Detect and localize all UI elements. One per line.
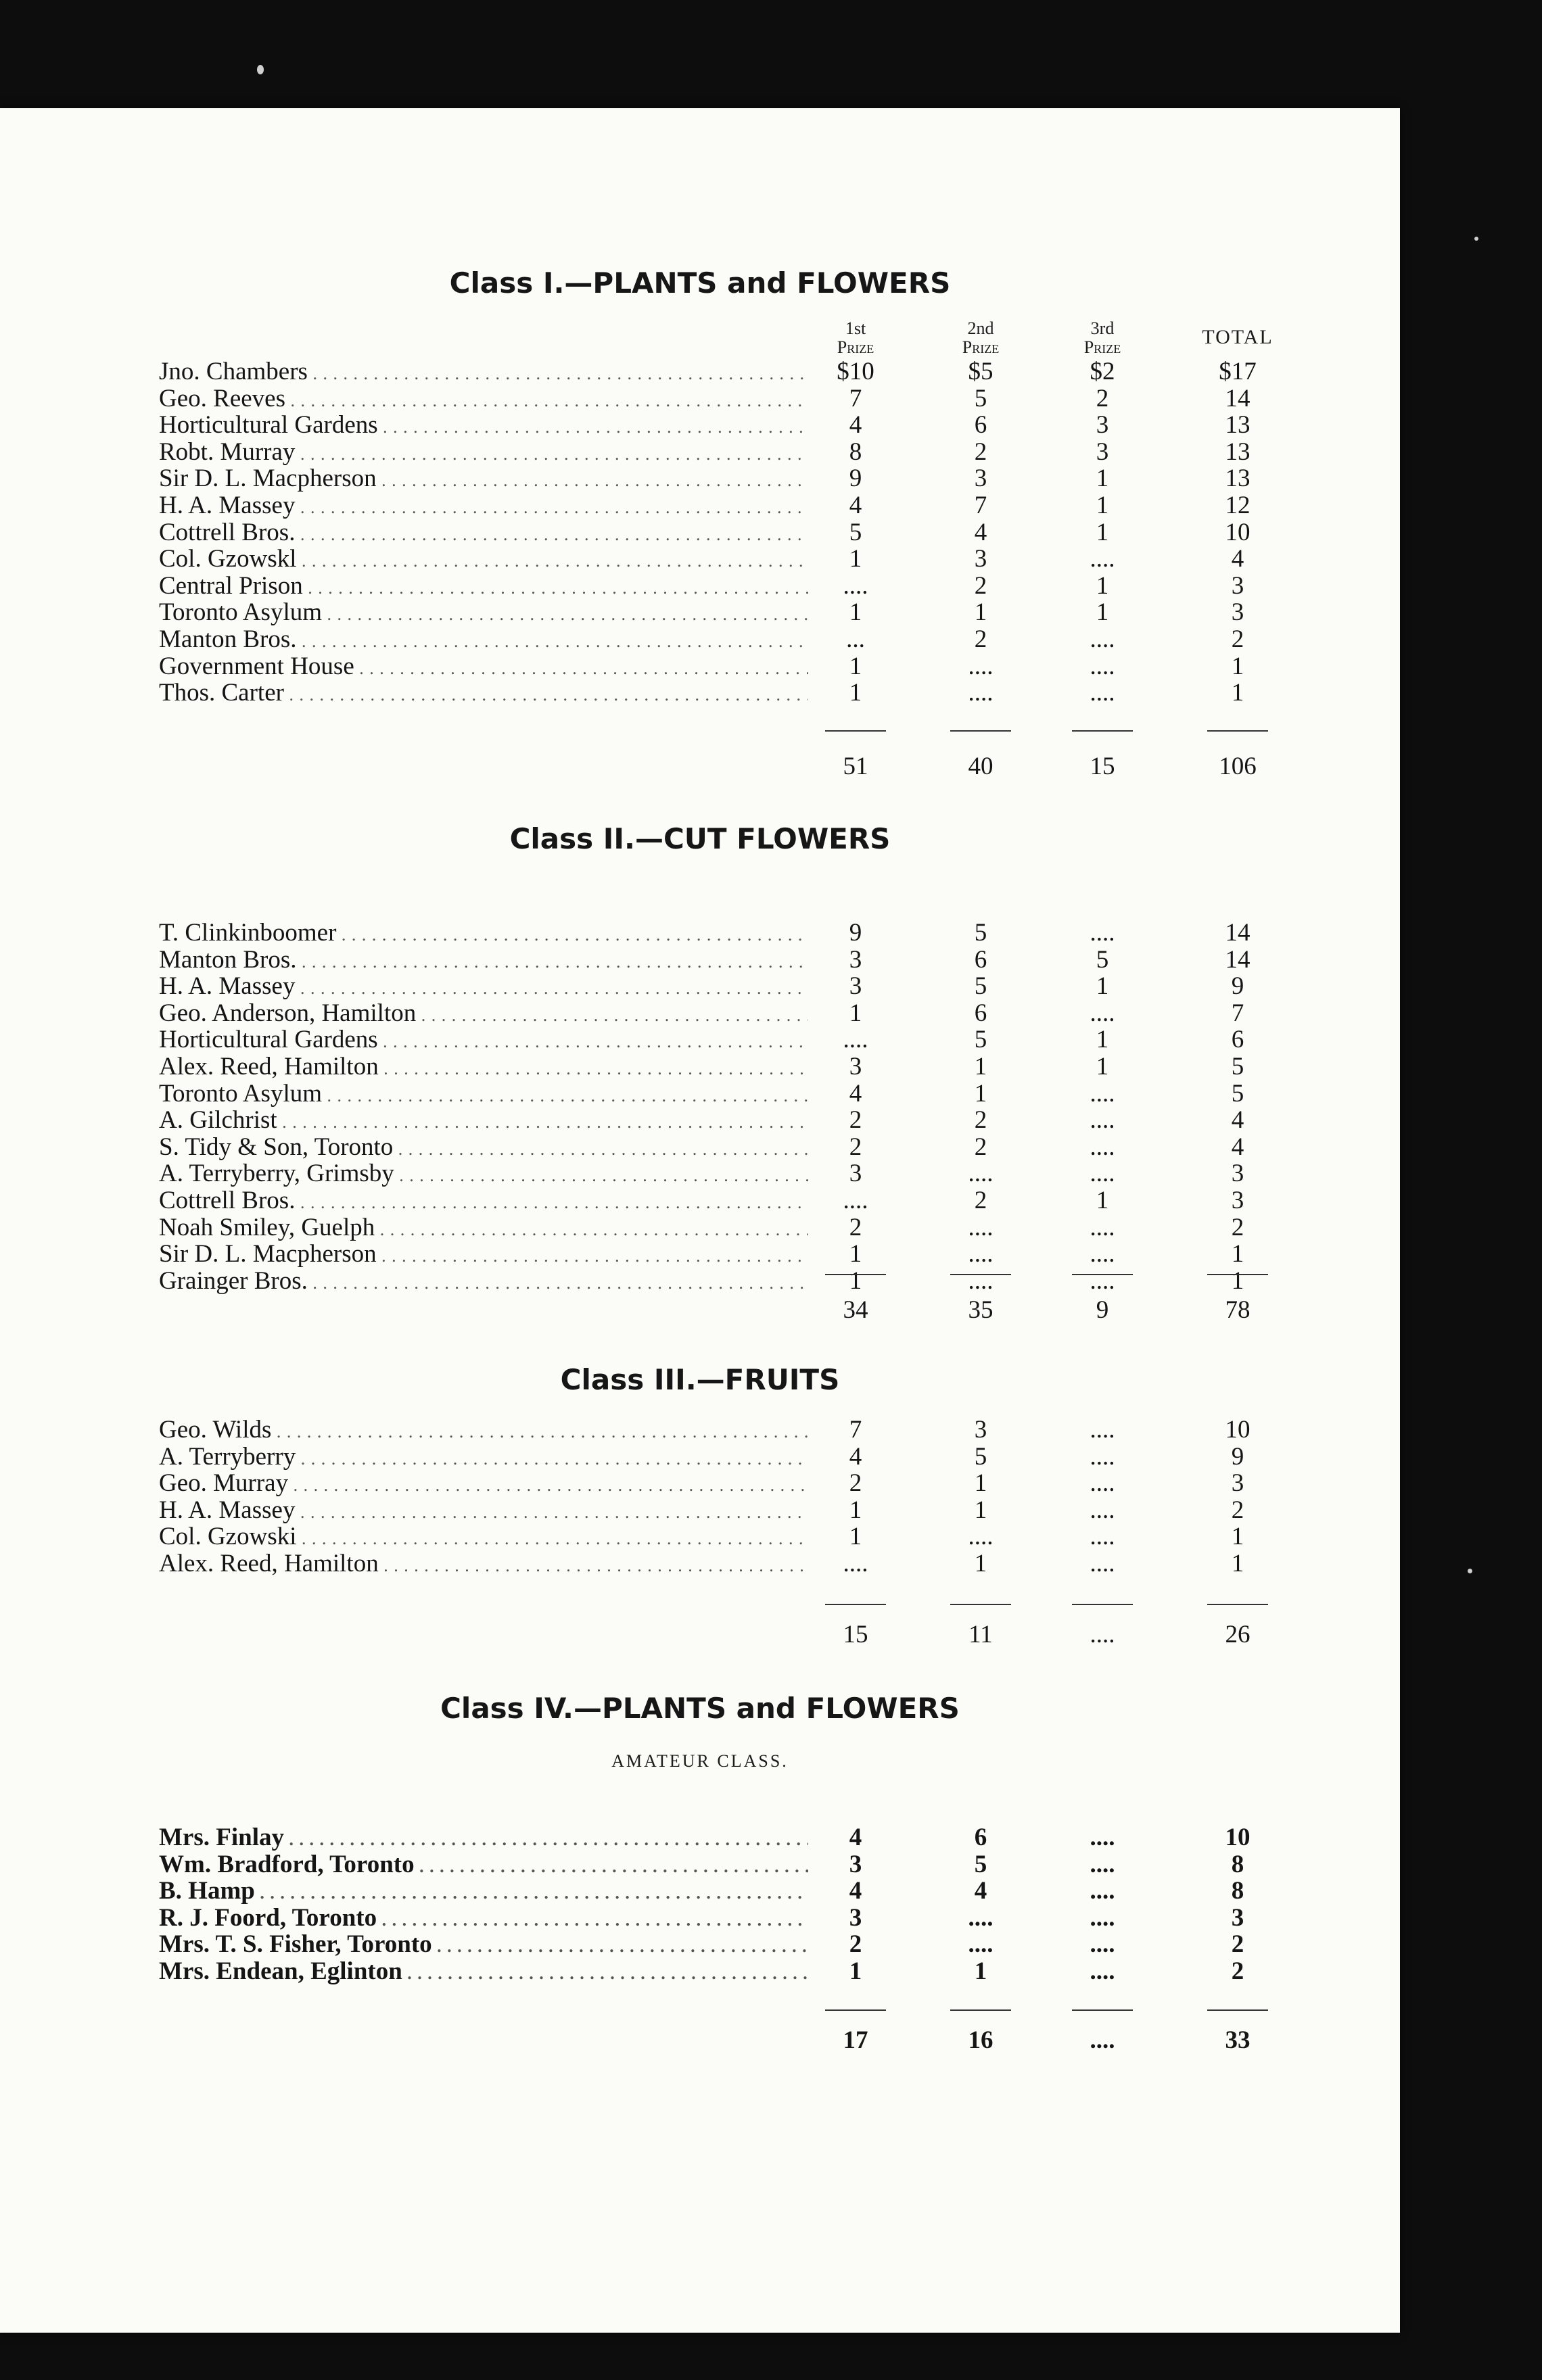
table-row: [0, 1497, 1400, 1524]
column-header-second-prize: [933, 319, 1028, 357]
first-prize-cell: 4: [849, 411, 862, 439]
second-prize-header-bottom: Prize: [962, 337, 1000, 357]
third-prize-cell: ....: [1090, 1469, 1115, 1498]
class-4-subheading-wrap: [0, 1751, 1400, 1771]
total-cell: 13: [1225, 437, 1251, 466]
second-prize-cell: $5: [968, 358, 994, 385]
exhibitor-name: Alex. Reed, Hamilton . . .: [159, 1550, 808, 1579]
total-cell: 1: [1231, 1240, 1244, 1268]
sum-rule: [1207, 730, 1268, 732]
third-prize-cell: ....: [1090, 1824, 1115, 1851]
first-prize-cell: 4: [849, 1079, 862, 1108]
table-row: [0, 1417, 1400, 1444]
third-prize-cell: ....: [1090, 1957, 1115, 1985]
first-prize-cell: 3: [849, 945, 862, 974]
second-prize-cell: 1: [974, 1550, 987, 1577]
sum-rule: [825, 2009, 886, 2011]
exhibitor-name: Mrs. T. S. Fisher, Toronto . . .: [159, 1931, 808, 1960]
first-prize-cell: 3: [849, 1850, 862, 1878]
sum-rule: [950, 2009, 1011, 2011]
third-prize-cell: 1: [1096, 492, 1109, 519]
third-prize-cell: ....: [1090, 1213, 1115, 1241]
sum-rule: [950, 1604, 1011, 1605]
third-prize-cell: ....: [1090, 1442, 1115, 1471]
total-cell: 3: [1231, 1903, 1244, 1932]
table-row: [0, 973, 1400, 1000]
sum-rule: [950, 1274, 1011, 1275]
first-prize-cell: $10: [837, 358, 874, 385]
sum-rule: [825, 1274, 886, 1275]
first-prize-cell: 4: [849, 1877, 862, 1905]
table-row: [0, 546, 1400, 573]
class-4-heading: Class IV.—PLANTS and FLOWERS: [440, 1692, 960, 1725]
second-prize-cell: ....: [968, 652, 994, 680]
exhibitor-name: Col. Gzowskl . . .: [159, 546, 808, 575]
total-cell: 5: [1231, 1053, 1244, 1080]
second-prize-cell: ....: [968, 1930, 994, 1959]
second-prize-cell: 1: [974, 1469, 987, 1498]
second-prize-cell: 6: [974, 945, 987, 974]
third-prize-cell: ....: [1090, 999, 1115, 1027]
first-prize-total: 51: [843, 753, 868, 780]
third-prize-cell: ....: [1090, 625, 1115, 653]
total-cell: 2: [1231, 1957, 1244, 1985]
total-cell: 7: [1231, 999, 1244, 1027]
second-prize-cell: 1: [974, 598, 987, 627]
scan-speck: [1468, 1569, 1472, 1573]
first-prize-cell: 2: [849, 1469, 862, 1498]
total-cell: 8: [1231, 1877, 1244, 1905]
second-prize-cell: 2: [974, 1133, 987, 1161]
second-prize-total: 11: [968, 1621, 993, 1648]
total-cell: 8: [1231, 1850, 1244, 1878]
first-prize-cell: 7: [849, 1416, 862, 1444]
third-prize-cell: 1: [1096, 1187, 1109, 1214]
exhibitor-name: Mrs. Endean, Eglinton . . .: [159, 1958, 808, 1987]
first-prize-cell: 2: [849, 1133, 862, 1161]
first-prize-cell: 1: [849, 1496, 862, 1524]
first-prize-total: 15: [843, 1621, 868, 1648]
table-row: [0, 626, 1400, 653]
second-prize-header-top: 2nd: [967, 318, 994, 338]
first-prize-cell: 3: [849, 1053, 862, 1080]
exhibitor-name: Grainger Bros. . . .: [159, 1268, 808, 1297]
total-cell: 12: [1225, 492, 1251, 519]
total-cell: 2: [1231, 1930, 1244, 1959]
class-2-heading: Class II.—CUT FLOWERS: [509, 822, 891, 855]
table-row: [0, 492, 1400, 519]
second-prize-cell: 1: [974, 1496, 987, 1524]
second-prize-cell: 5: [974, 1442, 987, 1471]
first-prize-cell: 2: [849, 1213, 862, 1241]
second-prize-cell: ....: [968, 1523, 994, 1551]
first-prize-cell: 8: [849, 437, 862, 466]
third-prize-cell: ....: [1090, 1903, 1115, 1932]
second-prize-cell: 1: [974, 1079, 987, 1108]
total-cell: 2: [1231, 625, 1244, 653]
second-prize-cell: 1: [974, 1957, 987, 1985]
total-cell: 1: [1231, 1523, 1244, 1551]
first-prize-cell: 2: [849, 1106, 862, 1135]
second-prize-cell: 2: [974, 1187, 987, 1214]
first-prize-cell: 4: [849, 492, 862, 519]
grand-total: 33: [1225, 2026, 1251, 2054]
third-prize-cell: ....: [1090, 1930, 1115, 1959]
exhibitor-name: A. Terryberry . . .: [159, 1444, 808, 1473]
third-prize-cell: ....: [1090, 1106, 1115, 1135]
second-prize-cell: 5: [974, 1026, 987, 1054]
table-row: [0, 439, 1400, 466]
class-3-heading: Class III.—FRUITS: [560, 1363, 840, 1396]
second-prize-cell: ....: [968, 1240, 994, 1268]
table-row: [0, 1824, 1400, 1851]
total-cell: 3: [1231, 571, 1244, 600]
third-prize-cell: ....: [1090, 545, 1115, 573]
exhibitor-name: A. Gilchrist . . .: [159, 1107, 808, 1136]
total-cell: 6: [1231, 1026, 1244, 1054]
total-cell: 10: [1225, 518, 1251, 546]
exhibitor-name: B. Hamp . . .: [159, 1878, 808, 1907]
exhibitor-name: Thos. Carter . . .: [159, 680, 808, 709]
total-cell: 9: [1231, 972, 1244, 1001]
first-prize-cell: 4: [849, 1442, 862, 1471]
third-prize-cell: ....: [1090, 1160, 1115, 1188]
exhibitor-name: H. A. Massey . . .: [159, 1497, 808, 1526]
exhibitor-name: H. A. Massey . . .: [159, 973, 808, 1002]
second-prize-total: 40: [968, 753, 994, 780]
total-cell: 1: [1231, 679, 1244, 707]
third-prize-cell: ....: [1090, 1523, 1115, 1551]
first-prize-cell: 3: [849, 972, 862, 1001]
third-prize-header-bottom: Prize: [1083, 337, 1121, 357]
third-prize-cell: 5: [1096, 945, 1109, 974]
sum-rule: [1072, 2009, 1133, 2011]
second-prize-cell: ....: [968, 1266, 994, 1295]
table-row: [0, 1241, 1400, 1268]
total-cell: 3: [1231, 1469, 1244, 1498]
table-row: [0, 1160, 1400, 1187]
table-row: [0, 1958, 1400, 1985]
table-row: [0, 1000, 1400, 1027]
total-cell: 4: [1231, 1133, 1244, 1161]
total-cell: 10: [1225, 1416, 1251, 1444]
table-row: [0, 1444, 1400, 1471]
table-row: [0, 1214, 1400, 1241]
second-prize-cell: 3: [974, 1416, 987, 1444]
class-3-heading-wrap: [0, 1363, 1400, 1396]
first-prize-header-top: 1st: [845, 318, 866, 338]
second-prize-cell: 3: [974, 465, 987, 493]
first-prize-cell: 1: [849, 1266, 862, 1295]
table-row: [0, 1053, 1400, 1080]
class-4-subheading: AMATEUR CLASS.: [611, 1751, 789, 1771]
sum-rule: [1207, 1274, 1268, 1275]
total-cell: 2: [1231, 1213, 1244, 1241]
table-row: [0, 599, 1400, 626]
second-prize-cell: ....: [968, 1213, 994, 1241]
second-prize-cell: 6: [974, 1824, 987, 1851]
exhibitor-name: Alex. Reed, Hamilton . . .: [159, 1053, 808, 1082]
table-row: [0, 680, 1400, 707]
exhibitor-name: Cottrell Bros. . . .: [159, 1187, 808, 1216]
document-page: [0, 108, 1400, 2333]
total-cell: 4: [1231, 545, 1244, 573]
class-1-heading: Class I.—PLANTS and FLOWERS: [449, 266, 951, 300]
first-prize-cell: 9: [849, 465, 862, 493]
third-prize-cell: ....: [1090, 652, 1115, 680]
total-cell: 5: [1231, 1079, 1244, 1108]
table-row: [0, 1878, 1400, 1905]
sum-rule: [950, 730, 1011, 732]
second-prize-cell: 7: [974, 492, 987, 519]
second-prize-cell: ....: [968, 1160, 994, 1188]
first-prize-cell: 5: [849, 518, 862, 546]
column-header-total: TOTAL: [1202, 326, 1274, 348]
grand-total: 26: [1225, 1621, 1251, 1648]
second-prize-cell: 4: [974, 518, 987, 546]
table-row: [0, 947, 1400, 974]
grand-total: 106: [1219, 753, 1257, 780]
first-prize-cell: 3: [849, 1903, 862, 1932]
exhibitor-name: Toronto Asylum . . .: [159, 1080, 808, 1110]
total-cell: 13: [1225, 411, 1251, 439]
second-prize-cell: 5: [974, 972, 987, 1001]
table-row: [0, 653, 1400, 680]
third-prize-cell: $2: [1090, 358, 1115, 385]
first-prize-cell: 1: [849, 1523, 862, 1551]
first-prize-cell: ....: [843, 1187, 868, 1214]
third-prize-cell: 3: [1096, 411, 1109, 439]
exhibitor-name: Mrs. Finlay . . .: [159, 1824, 808, 1853]
second-prize-cell: 5: [974, 1850, 987, 1878]
sum-rule: [1207, 1604, 1268, 1605]
third-prize-cell: ....: [1090, 919, 1115, 947]
table-row: [0, 920, 1400, 947]
sum-rule: [1072, 1604, 1133, 1605]
third-prize-cell: 1: [1096, 598, 1109, 627]
second-prize-cell: 5: [974, 919, 987, 947]
first-prize-cell: ...: [846, 625, 865, 653]
sum-rule: [1207, 2009, 1268, 2011]
third-prize-cell: ....: [1090, 1850, 1115, 1878]
column-header-first-prize: [808, 319, 903, 357]
table-row: [0, 1851, 1400, 1878]
third-prize-cell: 1: [1096, 1053, 1109, 1080]
exhibitor-name: Central Prison . . .: [159, 573, 808, 602]
exhibitor-name: S. Tidy & Son, Toronto . . .: [159, 1134, 808, 1163]
table-row: [0, 519, 1400, 546]
total-cell: 3: [1231, 1160, 1244, 1188]
total-cell: 2: [1231, 1496, 1244, 1524]
third-prize-cell: ....: [1090, 1079, 1115, 1108]
class-2-heading-wrap: [0, 822, 1400, 855]
total-cell: 3: [1231, 1187, 1244, 1214]
first-prize-cell: 1: [849, 598, 862, 627]
exhibitor-name: Geo. Wilds . . .: [159, 1417, 808, 1446]
third-prize-cell: ....: [1090, 1496, 1115, 1524]
first-prize-cell: 2: [849, 1930, 862, 1959]
column-header-third-prize: [1055, 319, 1150, 357]
table-row: [0, 412, 1400, 439]
exhibitor-name: Sir D. L. Macpherson . . .: [159, 1241, 808, 1270]
first-prize-cell: 1: [849, 1240, 862, 1268]
total-cell: 10: [1225, 1824, 1251, 1851]
third-prize-cell: 1: [1096, 465, 1109, 493]
third-prize-cell: 2: [1096, 384, 1109, 412]
sum-rule: [825, 730, 886, 732]
third-prize-cell: ....: [1090, 1550, 1115, 1577]
first-prize-cell: 7: [849, 384, 862, 412]
total-cell: 1: [1231, 1266, 1244, 1295]
sum-rule: [825, 1604, 886, 1605]
table-row: [0, 1134, 1400, 1161]
table-row: [0, 385, 1400, 412]
total-cell: 14: [1225, 945, 1251, 974]
first-prize-cell: ....: [843, 1026, 868, 1054]
exhibitor-name: R. J. Foord, Toronto . . .: [159, 1905, 808, 1934]
table-row: [0, 1931, 1400, 1958]
third-prize-cell: ....: [1090, 1240, 1115, 1268]
third-prize-total: 15: [1090, 753, 1115, 780]
third-prize-cell: 1: [1096, 518, 1109, 546]
third-prize-cell: 1: [1096, 972, 1109, 1001]
exhibitor-name: Manton Bros. . . .: [159, 626, 808, 655]
scan-speck: [1474, 237, 1478, 241]
class-4-heading-wrap: [0, 1692, 1400, 1725]
second-prize-cell: 2: [974, 625, 987, 653]
exhibitor-name: Toronto Asylum . . .: [159, 599, 808, 628]
first-prize-total: 17: [843, 2026, 868, 2054]
total-cell: 13: [1225, 465, 1251, 493]
first-prize-total: 34: [843, 1296, 868, 1324]
third-prize-cell: ....: [1090, 1877, 1115, 1905]
table-row: [0, 1550, 1400, 1577]
exhibitor-name: H. A. Massey . . .: [159, 492, 808, 521]
second-prize-cell: 2: [974, 437, 987, 466]
first-prize-cell: 3: [849, 1160, 862, 1188]
sum-rule: [1072, 1274, 1133, 1275]
first-prize-cell: ....: [843, 571, 868, 600]
table-row: [0, 573, 1400, 600]
table-row: [0, 1107, 1400, 1134]
second-prize-total: 16: [968, 2026, 994, 2054]
table-row: [0, 1905, 1400, 1932]
exhibitor-name: Geo. Anderson, Hamilton . . .: [159, 1000, 808, 1029]
third-prize-cell: 1: [1096, 571, 1109, 600]
third-prize-total: ....: [1090, 2026, 1115, 2054]
first-prize-cell: 9: [849, 919, 862, 947]
exhibitor-name: Robt. Murray . . .: [159, 439, 808, 468]
total-cell: 14: [1225, 384, 1251, 412]
first-prize-header-bottom: Prize: [837, 337, 874, 357]
second-prize-cell: 1: [974, 1053, 987, 1080]
exhibitor-name: A. Terryberry, Grimsby . . .: [159, 1160, 808, 1189]
table-row: [0, 1080, 1400, 1108]
total-cell: 14: [1225, 919, 1251, 947]
exhibitor-name: Noah Smiley, Guelph . . .: [159, 1214, 808, 1243]
first-prize-cell: ....: [843, 1550, 868, 1577]
exhibitor-name: Geo. Murray . . .: [159, 1470, 808, 1499]
table-row: [0, 1268, 1400, 1295]
first-prize-cell: 1: [849, 999, 862, 1027]
table-row: [0, 465, 1400, 492]
second-prize-cell: 3: [974, 545, 987, 573]
second-prize-cell: 6: [974, 411, 987, 439]
second-prize-cell: ....: [968, 679, 994, 707]
exhibitor-name: Horticultural Gardens . . .: [159, 1026, 808, 1055]
first-prize-cell: 1: [849, 545, 862, 573]
total-cell: 1: [1231, 652, 1244, 680]
exhibitor-name: Cottrell Bros. . . .: [159, 519, 808, 548]
exhibitor-name: Horticultural Gardens . . .: [159, 412, 808, 441]
exhibitor-name: Manton Bros. . . .: [159, 947, 808, 976]
exhibitor-name: Sir D. L. Macpherson . . .: [159, 465, 808, 494]
third-prize-cell: ....: [1090, 1133, 1115, 1161]
second-prize-cell: 6: [974, 999, 987, 1027]
scan-speck: [257, 65, 264, 74]
total-cell: $17: [1219, 358, 1257, 385]
third-prize-total: ....: [1090, 1621, 1115, 1648]
table-row: [0, 1187, 1400, 1214]
exhibitor-name: Jno. Chambers . . .: [159, 358, 808, 387]
third-prize-cell: ....: [1090, 1416, 1115, 1444]
table-row: [0, 1470, 1400, 1497]
second-prize-total: 35: [968, 1296, 994, 1324]
third-prize-cell: ....: [1090, 1266, 1115, 1295]
total-cell: 4: [1231, 1106, 1244, 1135]
second-prize-cell: 4: [974, 1877, 987, 1905]
total-cell: 3: [1231, 598, 1244, 627]
third-prize-cell: 3: [1096, 437, 1109, 466]
second-prize-cell: 2: [974, 1106, 987, 1135]
second-prize-cell: 5: [974, 384, 987, 412]
first-prize-cell: 4: [849, 1824, 862, 1851]
second-prize-cell: ....: [968, 1903, 994, 1932]
exhibitor-name: Geo. Reeves . . .: [159, 385, 808, 414]
third-prize-total: 9: [1096, 1296, 1109, 1324]
third-prize-cell: 1: [1096, 1026, 1109, 1054]
second-prize-cell: 2: [974, 571, 987, 600]
exhibitor-name: T. Clinkinboomer . . .: [159, 920, 808, 949]
third-prize-cell: ....: [1090, 679, 1115, 707]
exhibitor-name: Wm. Bradford, Toronto . . .: [159, 1851, 808, 1880]
class-1-heading-wrap: [0, 266, 1400, 300]
table-row: [0, 1523, 1400, 1550]
total-cell: 1: [1231, 1550, 1244, 1577]
first-prize-cell: 1: [849, 679, 862, 707]
exhibitor-name: Col. Gzowski . . .: [159, 1523, 808, 1552]
exhibitor-name: Government House . . .: [159, 653, 808, 682]
table-row: [0, 1026, 1400, 1053]
grand-total: 78: [1225, 1296, 1251, 1324]
third-prize-header-top: 3rd: [1090, 318, 1115, 338]
total-cell: 9: [1231, 1442, 1244, 1471]
table-row: [0, 358, 1400, 385]
first-prize-cell: 1: [849, 1957, 862, 1985]
first-prize-cell: 1: [849, 652, 862, 680]
sum-rule: [1072, 730, 1133, 732]
